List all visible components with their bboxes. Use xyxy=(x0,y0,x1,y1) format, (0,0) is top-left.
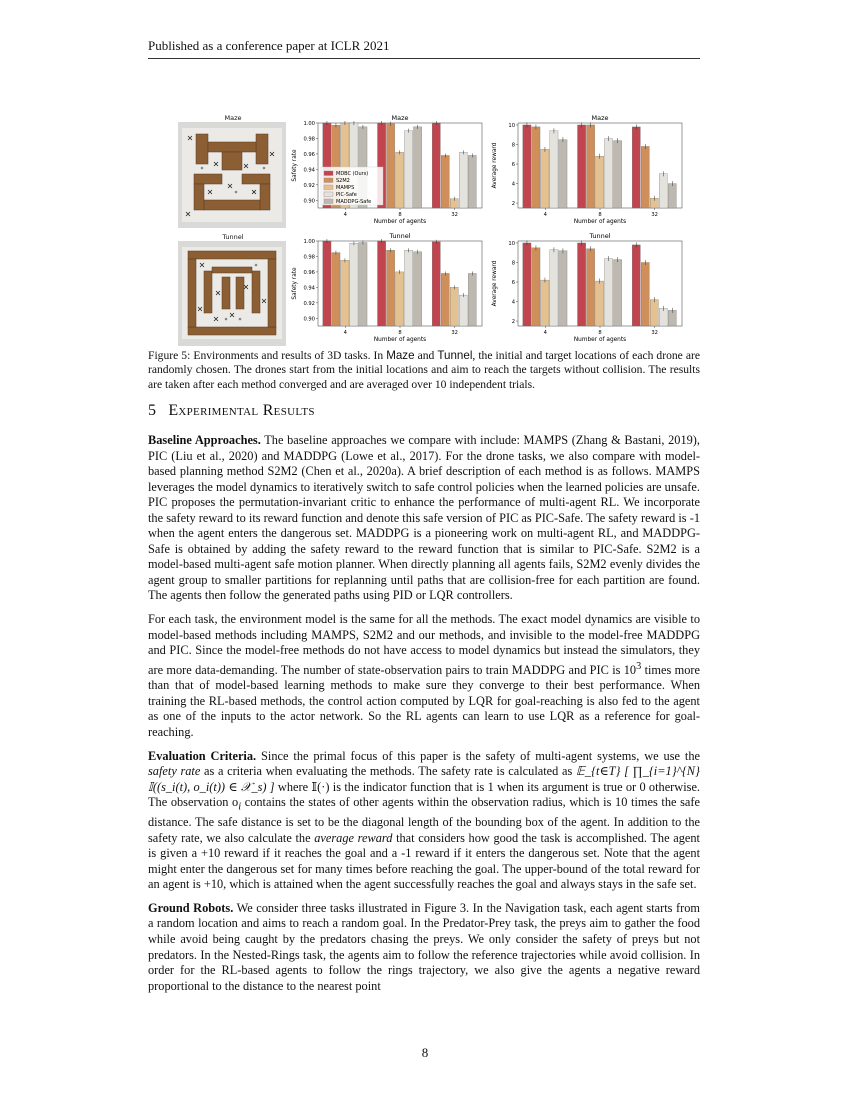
running-header: Published as a conference paper at ICLR 2021 xyxy=(148,38,700,59)
bar-mdbc-ours- xyxy=(523,243,531,326)
bar-maddpg-safe xyxy=(614,141,622,208)
x-tick-label: 32 xyxy=(451,212,458,218)
bar-mamps xyxy=(541,149,549,208)
bar-s2m2 xyxy=(532,248,540,326)
legend-swatch xyxy=(324,192,333,197)
bar-s2m2 xyxy=(387,124,395,208)
bar-mdbc-ours- xyxy=(578,243,586,326)
bar-pic-safe xyxy=(405,250,413,326)
y-axis-label: Average reward xyxy=(492,260,498,307)
y-tick-label: 2 xyxy=(511,319,515,326)
paragraph-evaluation xyxy=(148,749,700,893)
y-tick-label: 8 xyxy=(511,142,515,149)
bar-mamps xyxy=(450,287,458,326)
paragraph-head: Evaluation Criteria. xyxy=(148,748,257,763)
bar-s2m2 xyxy=(441,155,449,208)
tunnel-scene-title: Tunnel xyxy=(222,233,244,241)
x-tick-label: 8 xyxy=(398,330,402,336)
paragraph-environment xyxy=(148,612,700,740)
y-tick-label: 0.98 xyxy=(303,136,315,143)
caption-maze: Maze xyxy=(386,349,415,362)
bar-pic-safe xyxy=(550,250,558,326)
emphasis: average reward xyxy=(314,830,393,845)
superscript: 3 xyxy=(636,660,642,672)
maze-safety-chart xyxy=(288,112,488,228)
y-tick-label: 0.90 xyxy=(303,316,315,323)
legend-swatch xyxy=(324,185,333,190)
paragraph-ground-robots xyxy=(148,901,700,994)
legend-swatch xyxy=(324,171,333,176)
bar-maddpg-safe xyxy=(614,260,622,326)
bar-maddpg-safe xyxy=(468,155,476,208)
section-number: 5 xyxy=(148,402,157,419)
x-tick-label: 8 xyxy=(598,330,602,336)
legend xyxy=(321,167,383,205)
y-tick-label: 10 xyxy=(508,240,515,247)
bar-mdbc-ours- xyxy=(632,127,640,208)
y-tick-label: 0.92 xyxy=(303,300,315,307)
bar-s2m2 xyxy=(641,146,649,208)
x-axis-label: Number of agents xyxy=(573,337,627,343)
bar-maddpg-safe xyxy=(359,243,367,326)
bar-s2m2 xyxy=(387,250,395,326)
y-tick-label: 1.00 xyxy=(303,239,315,245)
bar-mdbc-ours- xyxy=(432,242,440,326)
x-tick-label: 32 xyxy=(451,330,458,336)
bar-s2m2 xyxy=(587,249,595,326)
maze-scene-image xyxy=(178,122,286,228)
x-tick-label: 8 xyxy=(398,212,402,218)
section-heading xyxy=(148,402,315,420)
y-tick-label: 0.94 xyxy=(303,285,315,292)
y-axis-label: Safety rate xyxy=(292,149,298,182)
x-tick-label: 4 xyxy=(543,212,547,218)
chart-title: Maze xyxy=(391,114,409,122)
paragraph-head: Baseline Approaches. xyxy=(148,433,261,447)
y-tick-label: 0.94 xyxy=(303,167,315,174)
chart-title: Tunnel xyxy=(589,232,611,240)
x-axis-label: Number of agents xyxy=(573,219,627,225)
caption-tunnel: Tunnel xyxy=(437,349,473,362)
caption-text-1: Environments and results of 3D tasks. In xyxy=(190,349,387,362)
tunnel-scene-image xyxy=(178,241,286,346)
y-axis-label: Average reward xyxy=(492,142,498,189)
bar-mamps xyxy=(596,156,604,208)
bar-maddpg-safe xyxy=(414,252,422,326)
paragraph-text: as a criteria when evaluating the methods. The safety rate is calculated as xyxy=(200,764,576,779)
bar-s2m2 xyxy=(332,253,340,326)
chart-title: Maze xyxy=(591,114,609,122)
paragraph-text: where 𝕀(·) is the indicator function that is 1 when its argument is true or 0 otherwise. The observation o xyxy=(148,779,701,810)
y-axis-label: Safety rate xyxy=(292,267,298,300)
y-tick-label: 8 xyxy=(511,260,515,267)
caption-and: and xyxy=(414,349,438,362)
paragraph-head: Ground Robots. xyxy=(148,900,234,915)
caption-text-2: , the initial and target locations of each drone are randomly chosen. The drones start from the initial locations and aim to reach the targets without collision. The results are taken after each method converged and are averaged over 10 independent trials. xyxy=(148,349,701,391)
y-tick-label: 4 xyxy=(511,299,515,306)
y-tick-label: 10 xyxy=(508,122,515,129)
x-tick-label: 4 xyxy=(343,212,347,218)
bar-maddpg-safe xyxy=(468,273,476,326)
figure-5 xyxy=(148,112,700,348)
x-tick-label: 4 xyxy=(343,330,347,336)
bar-pic-safe xyxy=(659,174,667,208)
paragraph-text: Since the primal focus of this paper is the safety of multi-agent systems, we use the xyxy=(256,748,700,763)
bar-s2m2 xyxy=(532,127,540,208)
subscript: i xyxy=(238,801,242,813)
safety-rate-formula: 𝔼_{t∈T} [ ∏_{i=1}^{N} 𝕀((s_i(t), o_i(t)) ∈ 𝒳_s) ] xyxy=(148,764,700,794)
paragraph-text: We consider three tasks illustrated in Figure 3. In the Navigation task, each agent starts from a random location and aims to reach a random goal. In the Predator-Prey task, the preys aim to gather the food while avoid being caught by the predators chasing the preys. We only consider the safety of preys but not predators. In the Nested-Rings task, the agents aim to follow the reference trajectories while avoid collision. In order for the RL-based agents to follow the rings trajectory, we also give the agents a negative reward proportional to the distance to the nearest point xyxy=(148,900,700,993)
x-axis-label: Number of agents xyxy=(373,337,427,343)
paragraph-text: The baseline approaches we compare with include: MAMPS (Zhang & Bastani, 2019), PIC (Liu et al., 2020) and MADDPG (Lowe et al., 2017). For the drone tasks, we also compare with model-based planning method S2M2 (Chen et al., 2020a). A brief description of each method is as follows. MAMPS leverages the model dynamics to iteratively switch to safe control policies when the learned policies are unsafe. PIC proposes the permutation-invariant critic to enhance the performance of multi-agent RL. We incorporate the safety reward to its reward function and denote this safe version of PIC as PIC-Safe. The safety reward is -1 when the agent enters the dangerous set. MADDPG is a pioneering work on multi-agent RL, and MADDPG-Safe is obtained by adding the safety reward to the reward function that is similar to PIC-Safe. S2M2 is a model-based multi-agent safe motion planner. When directly planning all agents fails, S2M2 evenly divides the agent group to smaller partitions for replanning until paths that are collision-free for each partition are found. The agents then follow the generated paths using PID or LQR controllers. xyxy=(148,433,700,603)
bar-s2m2 xyxy=(441,273,449,326)
bar-mdbc-ours- xyxy=(323,241,331,326)
maze-scene-title: Maze xyxy=(224,114,242,122)
bar-maddpg-safe xyxy=(559,140,567,208)
bar-maddpg-safe xyxy=(668,184,676,208)
legend-label: PIC-Safe xyxy=(336,192,357,199)
bar-mamps xyxy=(541,280,549,326)
bar-pic-safe xyxy=(405,131,413,208)
bar-mamps xyxy=(341,260,349,326)
body-text xyxy=(148,433,700,1002)
x-tick-label: 32 xyxy=(651,212,658,218)
bar-maddpg-safe xyxy=(559,251,567,326)
bar-mamps xyxy=(396,152,404,208)
y-tick-label: 0.98 xyxy=(303,254,315,261)
y-tick-label: 0.96 xyxy=(303,269,315,276)
legend-label: S2M2 xyxy=(336,178,350,185)
bar-mamps xyxy=(396,272,404,326)
legend-label: MDBC (Ours) xyxy=(336,171,369,178)
maze-reward-chart xyxy=(488,112,688,228)
bar-pic-safe xyxy=(459,152,467,208)
bar-pic-safe xyxy=(459,295,467,326)
bar-pic-safe xyxy=(350,243,358,326)
bar-mdbc-ours- xyxy=(378,241,386,326)
bar-mdbc-ours- xyxy=(578,125,586,208)
x-axis-label: Number of agents xyxy=(373,219,427,225)
paragraph-baselines xyxy=(148,433,700,604)
y-tick-label: 4 xyxy=(511,181,515,188)
legend-label: MAMPS xyxy=(336,185,355,192)
bar-mdbc-ours- xyxy=(632,245,640,326)
section-title: Experimental Results xyxy=(168,402,315,419)
y-tick-label: 0.92 xyxy=(303,182,315,189)
bar-mamps xyxy=(596,281,604,326)
page-number: 8 xyxy=(421,1045,429,1060)
bar-maddpg-safe xyxy=(414,127,422,208)
tunnel-safety-chart xyxy=(288,230,488,346)
legend-swatch xyxy=(324,178,333,183)
chart-title: Tunnel xyxy=(389,232,411,240)
x-tick-label: 4 xyxy=(543,330,547,336)
legend-label: MADDPG-Safe xyxy=(336,199,372,206)
figure-caption xyxy=(148,349,700,392)
tunnel-reward-chart xyxy=(488,230,688,346)
y-tick-label: 2 xyxy=(511,201,515,208)
bar-mdbc-ours- xyxy=(523,125,531,208)
caption-label: Figure 5: xyxy=(148,349,191,362)
y-tick-label: 0.90 xyxy=(303,198,315,205)
bar-pic-safe xyxy=(605,139,613,208)
y-tick-label: 1.00 xyxy=(303,121,315,127)
paragraph-text: For each task, the environment model is the same for all the methods. The exact model dynamics are visible to model-based methods including MAMPS, S2M2 and our methods, and invisible to the model-free MADDPG and PIC. Since the model-free methods do not have access to model dynamics but instead the simulators, they are more data-demanding. The number of state-observation pairs to train MADDPG and PIC is 10 xyxy=(148,612,700,677)
bar-pic-safe xyxy=(659,308,667,326)
paragraph-text: contains the states of other agents within the observation radius, which is 10 times the safe distance. The safe distance is set to be the diagonal length of the bounding box of the agent. In addition to the safety rate, we also calculate the xyxy=(148,795,701,845)
emphasis: safety rate xyxy=(148,764,201,779)
y-tick-label: 6 xyxy=(511,280,515,287)
bar-s2m2 xyxy=(641,262,649,326)
bar-mamps xyxy=(650,300,658,326)
bar-mdbc-ours- xyxy=(432,123,440,208)
y-tick-label: 0.96 xyxy=(303,151,315,158)
bar-pic-safe xyxy=(550,131,558,208)
paragraph-text: that considers how good the task is accomplished. The agent is given a +10 reward if it reaches the goal and a -1 reward if it enters the dangerous set. Note that the agent might enter the dangerous set for many times before reaching the goal. The upper-bound of the total reward for an agent is +10, which is attained when the agent successfully reaches the goal and always stays in the safe set. xyxy=(148,830,700,892)
bar-pic-safe xyxy=(605,259,613,326)
bar-s2m2 xyxy=(587,125,595,208)
legend-swatch xyxy=(324,199,333,204)
x-tick-label: 32 xyxy=(651,330,658,336)
y-tick-label: 6 xyxy=(511,162,515,169)
paragraph-text: times more than that of model-based learning methods to make sure they converge to their best performance. When training the RL-based methods, the control action computed by LQR for goal-reaching is also fed to the agent as one of the inputs to the actor network. So the RL agents can learn to use LQR as a reference for goal-reaching. xyxy=(148,662,700,739)
x-tick-label: 8 xyxy=(598,212,602,218)
